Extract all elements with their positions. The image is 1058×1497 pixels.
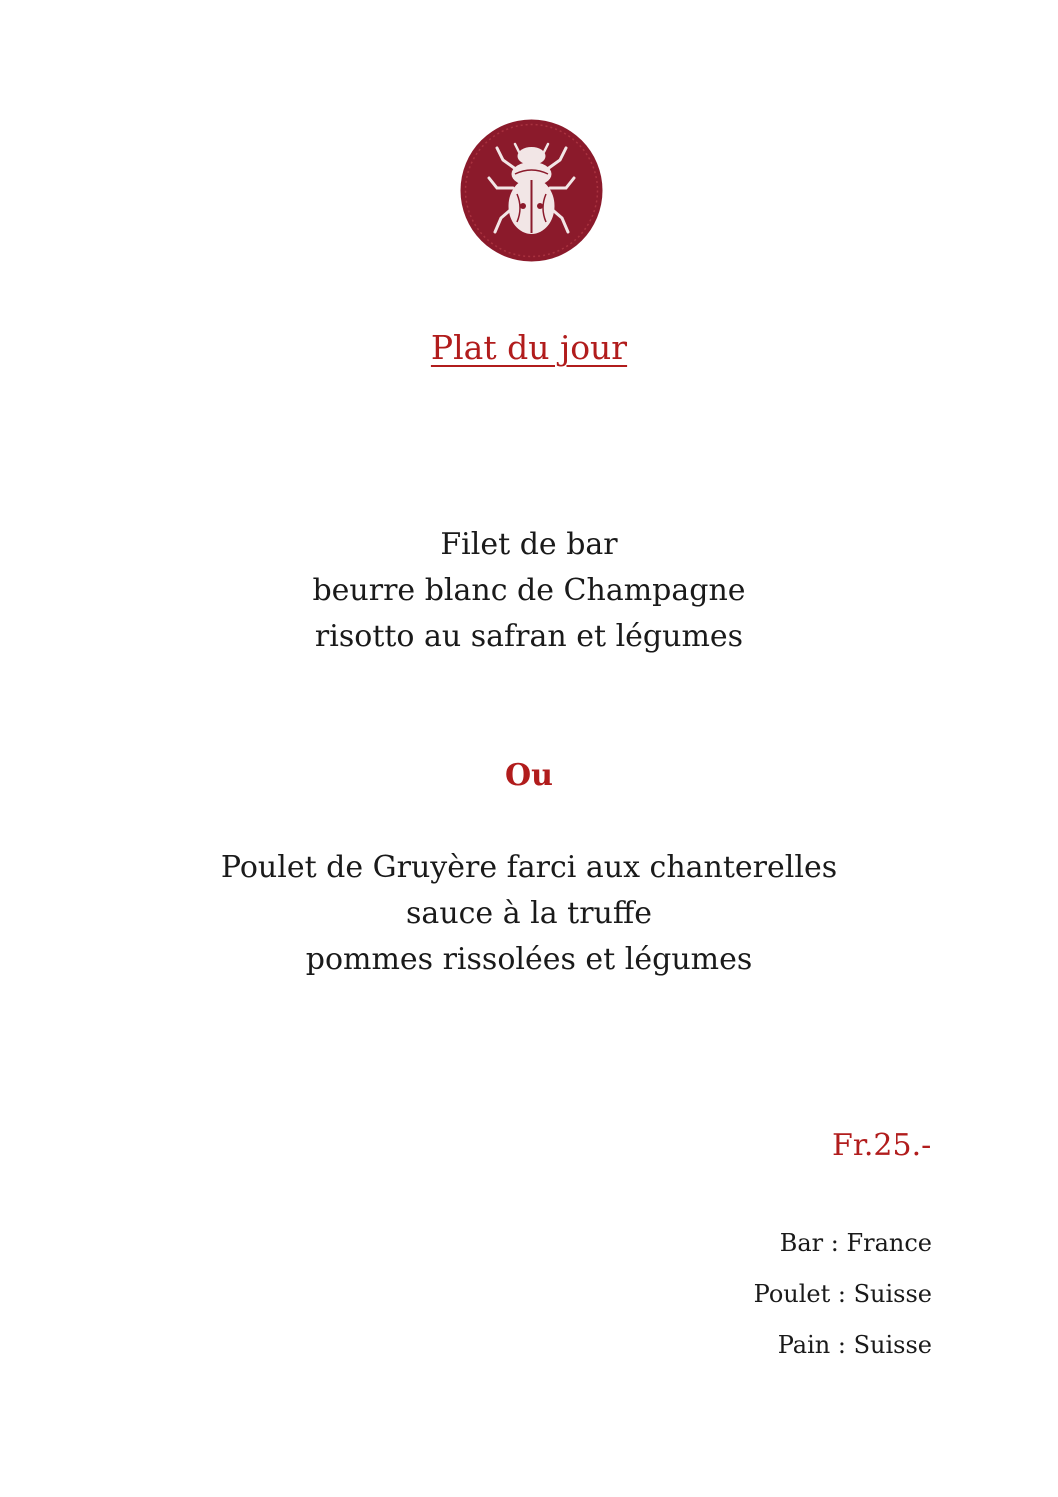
dish-option-two [0, 845, 1058, 983]
or-separator: Ou [505, 758, 553, 793]
page-title: Plat du jour [430, 328, 628, 367]
dish-one-line: beurre blanc de Champagne [312, 573, 746, 608]
origin-list [754, 1218, 932, 1371]
dish-two-line: Poulet de Gruyère farci aux chanterelles [220, 850, 838, 885]
dish-one-line: risotto au safran et légumes [314, 619, 744, 654]
scarab-beetle-seal-icon [459, 118, 604, 263]
price-label: Fr.25.- [832, 1128, 932, 1163]
origin-item: Pain : Suisse [777, 1331, 932, 1359]
origin-item: Poulet : Suisse [753, 1280, 932, 1308]
dish-one-line: Filet de bar [440, 527, 618, 562]
dish-two-line: sauce à la truffe [406, 896, 652, 931]
origin-item: Bar : France [779, 1229, 932, 1257]
dish-option-one [0, 522, 1058, 660]
dish-two-line: pommes rissolées et légumes [305, 942, 753, 977]
